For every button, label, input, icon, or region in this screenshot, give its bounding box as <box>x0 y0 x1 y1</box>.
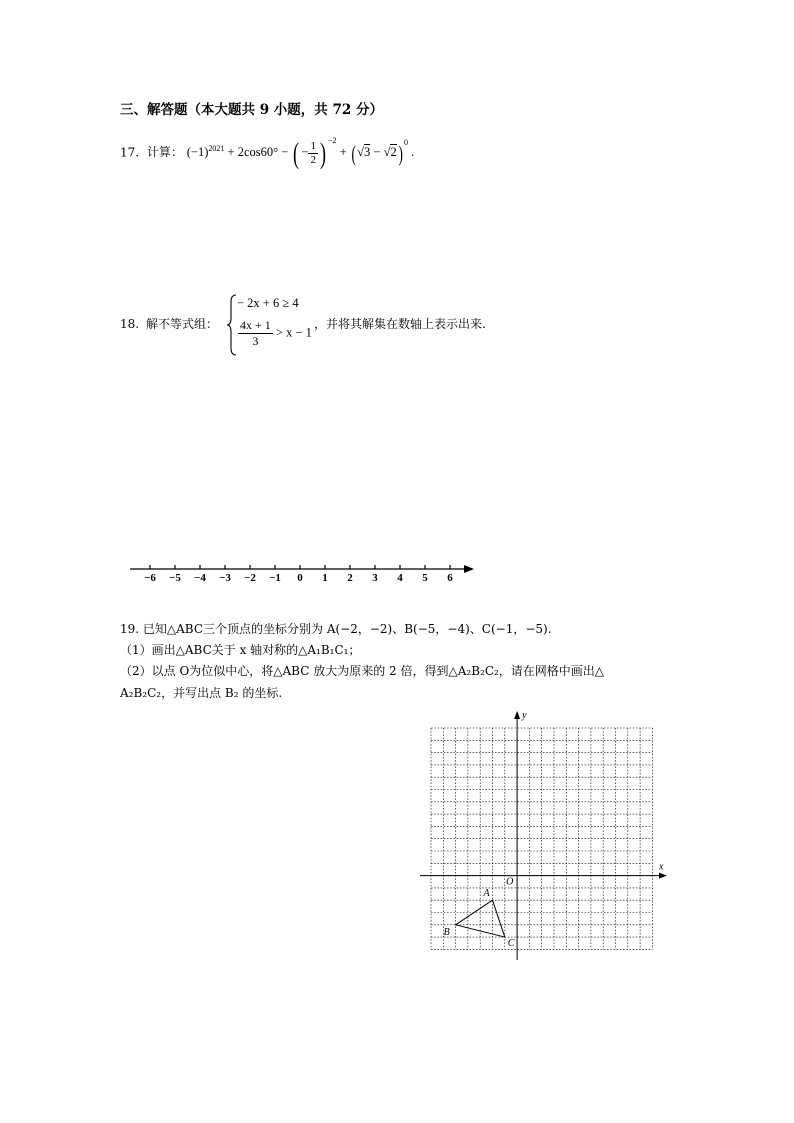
q17-expression <box>186 136 415 170</box>
number-line-ticks <box>144 565 453 584</box>
q18-ineq2-den: 3 <box>252 334 259 348</box>
y-axis-label: y <box>522 710 527 721</box>
number-line-tick-label: −3 <box>219 572 231 584</box>
q17-right-paren: ) <box>319 136 326 170</box>
number-line-tick-label: 2 <box>347 572 353 584</box>
q17-term1-exp: 2021 <box>208 144 225 154</box>
q19-line-2: （1）画出△ABC关于 x 轴对称的△A₁B₁C₁； <box>120 643 361 657</box>
number-line-tick-label: 0 <box>297 572 303 584</box>
q17-term1-base: (−1) <box>186 145 209 160</box>
q17-fraction <box>308 140 318 167</box>
q17-sqrt2: √2 <box>383 145 397 160</box>
q18-ineq2-fraction <box>238 318 273 349</box>
q18-inequality-1: − 2x + 6 ≥ 4 <box>237 296 299 310</box>
grid-lines <box>431 728 652 949</box>
q19-line-3: （2）以点 O为位似中心，将△ABC 放大为原来的 2 倍，得到△A₂B₂C₂，请在网格中画出△ <box>120 664 605 678</box>
x-axis-label: x <box>659 861 664 873</box>
triangle-abc <box>444 888 515 949</box>
question-17 <box>120 136 415 170</box>
q17-left-paren: ( <box>293 136 300 170</box>
q17-left-paren-2: ( <box>351 140 356 166</box>
number-line-tick-label: −6 <box>144 572 156 584</box>
q17-sqrt3: √3 <box>357 145 371 160</box>
q17-frac-num: 1 <box>310 140 316 152</box>
number-line <box>120 555 485 589</box>
q18-suffix: ，并将其解集在数轴上表示出来. <box>314 317 486 331</box>
q18-prompt: 解不等式组： <box>146 317 219 331</box>
vertex-label-c: C <box>507 938 515 950</box>
y-axis-arrow <box>514 711 520 719</box>
q19-line-1: 19. 已知△ABC三个顶点的坐标分别为 A(−2，−2)、B(−5，−4)、C(−1，−5). <box>120 622 552 636</box>
grid-axes <box>420 711 667 960</box>
number-line-arrow <box>464 565 474 573</box>
number-line-tick-label: 4 <box>397 572 403 584</box>
q17-sqrt-minus: − <box>373 145 381 160</box>
q18-number: 18. <box>120 317 140 331</box>
triangle-edges <box>456 900 505 937</box>
q17-term4-exp: 0 <box>404 138 409 148</box>
q18-ineq2-num: 4x + 1 <box>240 318 271 332</box>
q18-inequality-2 <box>238 318 312 349</box>
number-line-tick-label: 3 <box>372 572 378 584</box>
number-line-tick-label: 1 <box>322 572 328 584</box>
q17-minus: − <box>301 145 309 160</box>
q19-line-4: A₂B₂C₂，并写出点 B₂ 的坐标. <box>120 686 283 700</box>
number-line-tick-label: −5 <box>169 572 181 584</box>
q17-period: . <box>411 145 415 160</box>
x-axis-arrow <box>659 873 667 879</box>
q18-ineq2-rhs: > x − 1 <box>275 325 312 340</box>
q17-term2: + 2cos60° − <box>227 145 289 160</box>
q17-number: 17. <box>120 145 140 160</box>
number-line-tick-label: 5 <box>422 572 428 584</box>
q17-frac-den: 2 <box>310 154 316 166</box>
vertex-label-a: A <box>483 888 490 900</box>
vertex-label-b: B <box>443 926 450 938</box>
number-line-tick-label: −2 <box>244 572 256 584</box>
origin-label: O <box>506 876 514 888</box>
number-line-tick-label: −4 <box>194 572 206 584</box>
q17-term3-exp: −2 <box>327 136 337 146</box>
coordinate-grid <box>415 705 675 970</box>
section-title: 三、解答题（本大题共 9 小题，共 72 分） <box>120 102 383 118</box>
q17-term4-plus: + <box>339 145 347 160</box>
q17-prompt: 计算： <box>146 145 183 160</box>
number-line-tick-label: −1 <box>269 572 281 584</box>
q17-right-paren-2: ) <box>398 140 403 166</box>
number-line-tick-label: 6 <box>447 572 453 584</box>
